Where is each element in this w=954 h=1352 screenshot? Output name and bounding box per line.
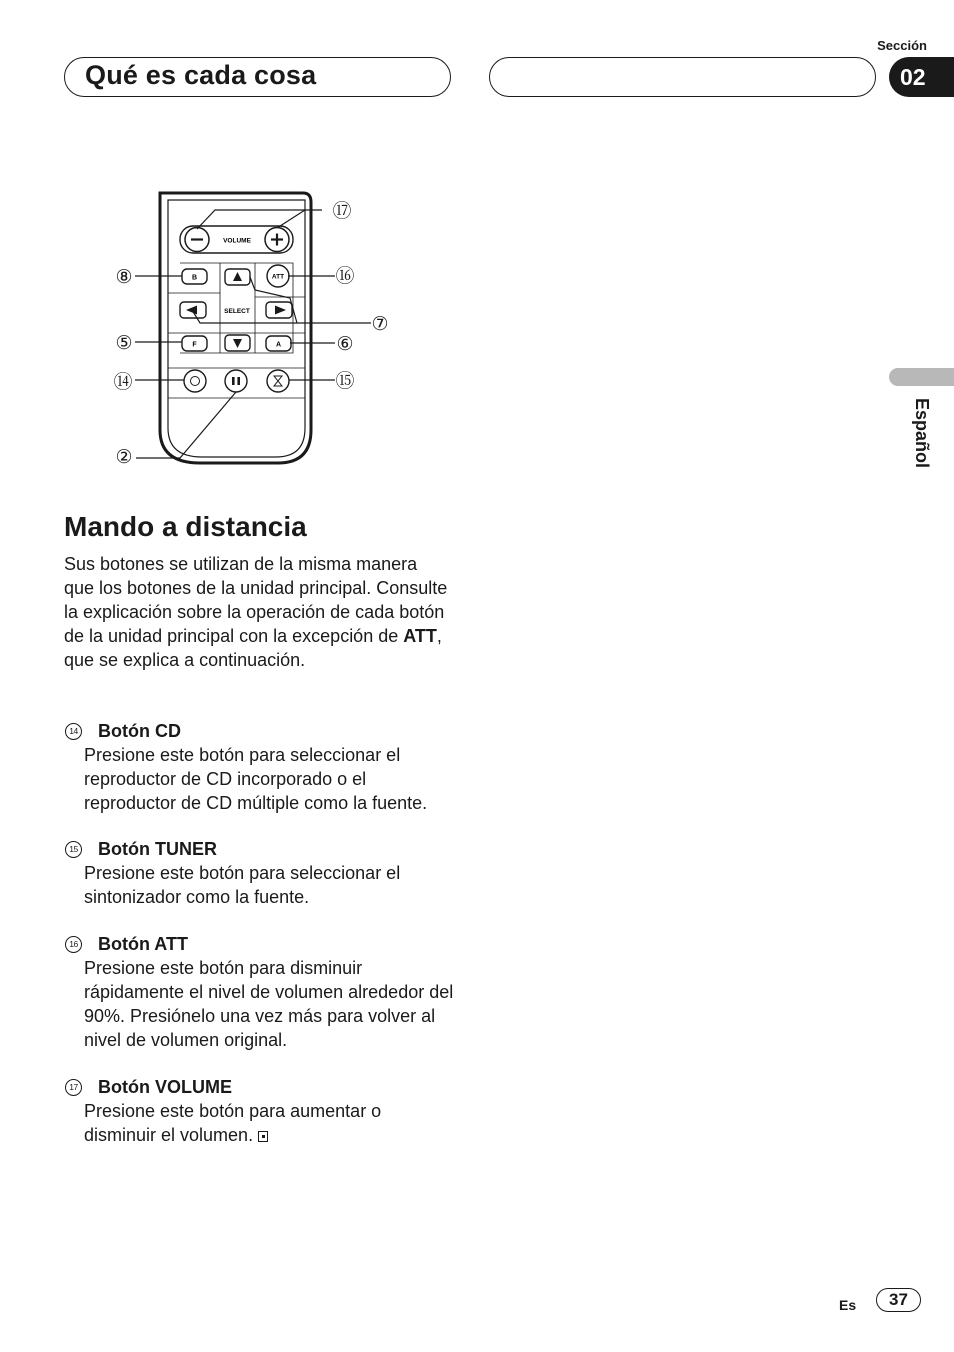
end-of-section-icon: [258, 1131, 268, 1142]
language-tab-marker: [889, 368, 954, 386]
callout-14: ⑭: [113, 371, 133, 393]
intro-paragraph: Sus botones se utilizan de la misma manera que los botones de la unidad principal. Consulte la explicación sobre la operación de cada botón de la unidad principal con la excepción de ATT, que se explica a continuación.: [64, 554, 448, 670]
footer-language-code: Es: [839, 1297, 857, 1313]
pause-button: [225, 370, 247, 392]
item-title: Botón CD: [98, 720, 181, 741]
section-heading: Mando a distancia: [64, 511, 307, 542]
item-title: Botón TUNER: [98, 838, 217, 859]
item-att-button: [64, 932, 454, 1052]
item-body: Presione este botón para disminuir rápidamente el nivel de volumen alrededor del 90%. Presiónelo una vez más para volver al nivel de volumen original.: [84, 958, 454, 1050]
att-emphasis: ATT: [403, 626, 437, 646]
att-button-label: ATT: [271, 273, 285, 281]
select-label: SELECT: [224, 308, 250, 315]
item-number: 14: [65, 723, 82, 740]
function-button-label: F: [192, 341, 197, 349]
remote-control-illustration: [100, 180, 400, 470]
callout-7: ⑦: [371, 313, 389, 335]
chapter-title: Qué es cada cosa: [85, 60, 317, 90]
item-number: 16: [65, 936, 82, 953]
pause-icon: [232, 377, 235, 385]
header-blank-frame: [489, 57, 876, 97]
band-button-label: B: [191, 274, 198, 282]
callout-16: ⑯: [335, 265, 355, 287]
volume-label: VOLUME: [223, 237, 251, 245]
callout-8: ⑧: [115, 266, 133, 288]
item-cd-button: [64, 719, 454, 815]
page-number: 37: [876, 1288, 921, 1312]
cd-button: [184, 370, 206, 392]
callout-15: ⑮: [335, 370, 355, 392]
item-body: Presione este botón para seleccionar el sintonizador como la fuente.: [84, 863, 401, 907]
item-volume-button: [64, 1075, 454, 1147]
item-title: Botón ATT: [98, 933, 188, 954]
section-label: Sección: [877, 38, 927, 53]
callout-6: ⑥: [336, 333, 354, 355]
item-body: Presione este botón para aumentar o disminuir el volumen.: [84, 1101, 382, 1145]
callout-17: ⑰: [332, 200, 352, 222]
item-number: 15: [65, 841, 82, 858]
item-tuner-button: [64, 837, 454, 909]
audio-button-label: A: [275, 341, 282, 349]
item-title: Botón VOLUME: [98, 1076, 232, 1097]
header-title-frame: [64, 57, 451, 97]
item-number: 17: [65, 1079, 82, 1096]
item-body: Presione este botón para seleccionar el reproductor de CD incorporado o el reproductor de CD múltiple como la fuente.: [84, 745, 428, 813]
callout-5: ⑤: [115, 332, 133, 354]
section-number-badge: 02: [889, 57, 954, 97]
language-tab-label: Español: [912, 398, 932, 469]
callout-2: ②: [115, 446, 133, 468]
